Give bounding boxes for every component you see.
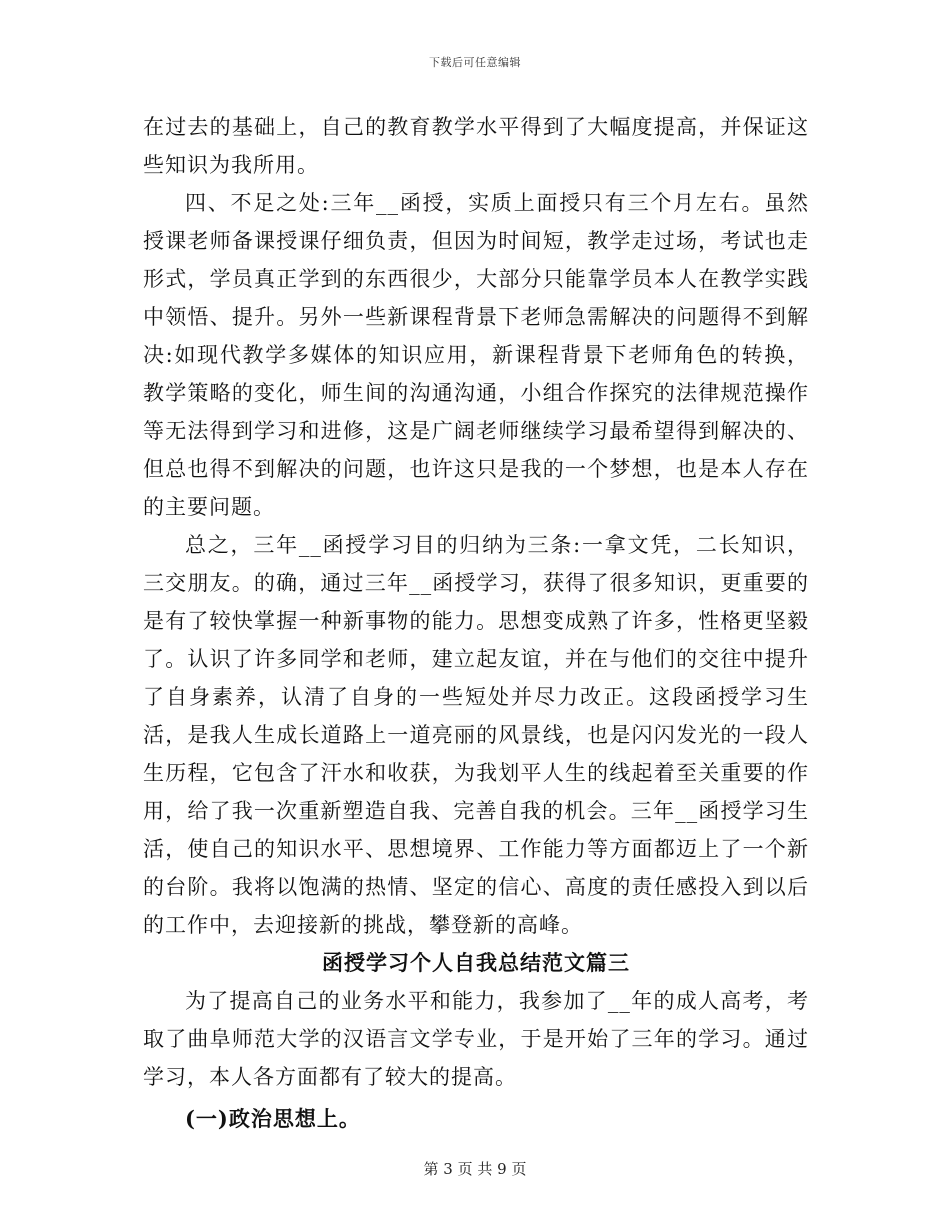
document-body: [143, 108, 809, 1138]
section-title: 函授学习个人自我总结范文篇三: [322, 950, 630, 975]
page-header: 下载后可任意编辑: [429, 56, 521, 69]
sub-heading: (一)政治思想上。: [185, 1106, 361, 1131]
paragraph-shortcomings: 四、不足之处:三年__函授，实质上面授只有三个月左右。虽然授课老师备课授课仔细负责，但因为时间短，教学走过场，考试也走形式，学员真正学到的东西很少，大部分只能靠学员本人在教学实践中领悟、提升。另外一些新课程背景下老师急需解决的问题得不到解决:如现代教学多媒体的知识应用，新课程背景下老师角色的转换，教学策略的变化，师生间的沟通沟通，小组合作探究的法律规范操作等无法得到学习和进修，这是广阔老师继续学习最希望得到解决的、但总也得不到解决的问题，也许这只是我的一个梦想，也是本人存在的主要问题。: [143, 191, 809, 519]
paragraph-continued: 在过去的基础上，自己的教育教学水平得到了大幅度提高，并保证这些知识为我所用。: [143, 115, 809, 177]
paragraph-conclusion: 总之，三年__函授学习目的归纳为三条:一拿文凭，二长知识，三交朋友。的确，通过三年__函授学习，获得了很多知识，更重要的是有了较快掌握一种新事物的能力。思想变成熟了许多，性格更坚毅了。认识了许多同学和老师，建立起友谊，并在与他们的交往中提升了自身素养，认清了自身的一些短处并尽力改正。这段函授学习生活，是我人生成长道路上一道亮丽的风景线，也是闪闪发光的一段人生历程，它包含了汗水和收获，为我划平人生的线起着至关重要的作用，给了我一次重新塑造自我、完善自我的机会。三年__函授学习生活，使自己的知识水平、思想境界、工作能力等方面都迈上了一个新的台阶。我将以饱满的热情、坚定的信心、高度的责任感投入到以后的工作中，去迎接新的挑战，攀登新的高峰。: [143, 533, 809, 937]
paragraph-intro: 为了提高自己的业务水平和能力，我参加了__年的成人高考，考取了曲阜师范大学的汉语言文学专业，于是开始了三年的学习。通过学习，本人各方面都有了较大的提高。: [143, 989, 809, 1089]
page-footer: 第 3 页 共 9 页: [423, 1160, 527, 1178]
